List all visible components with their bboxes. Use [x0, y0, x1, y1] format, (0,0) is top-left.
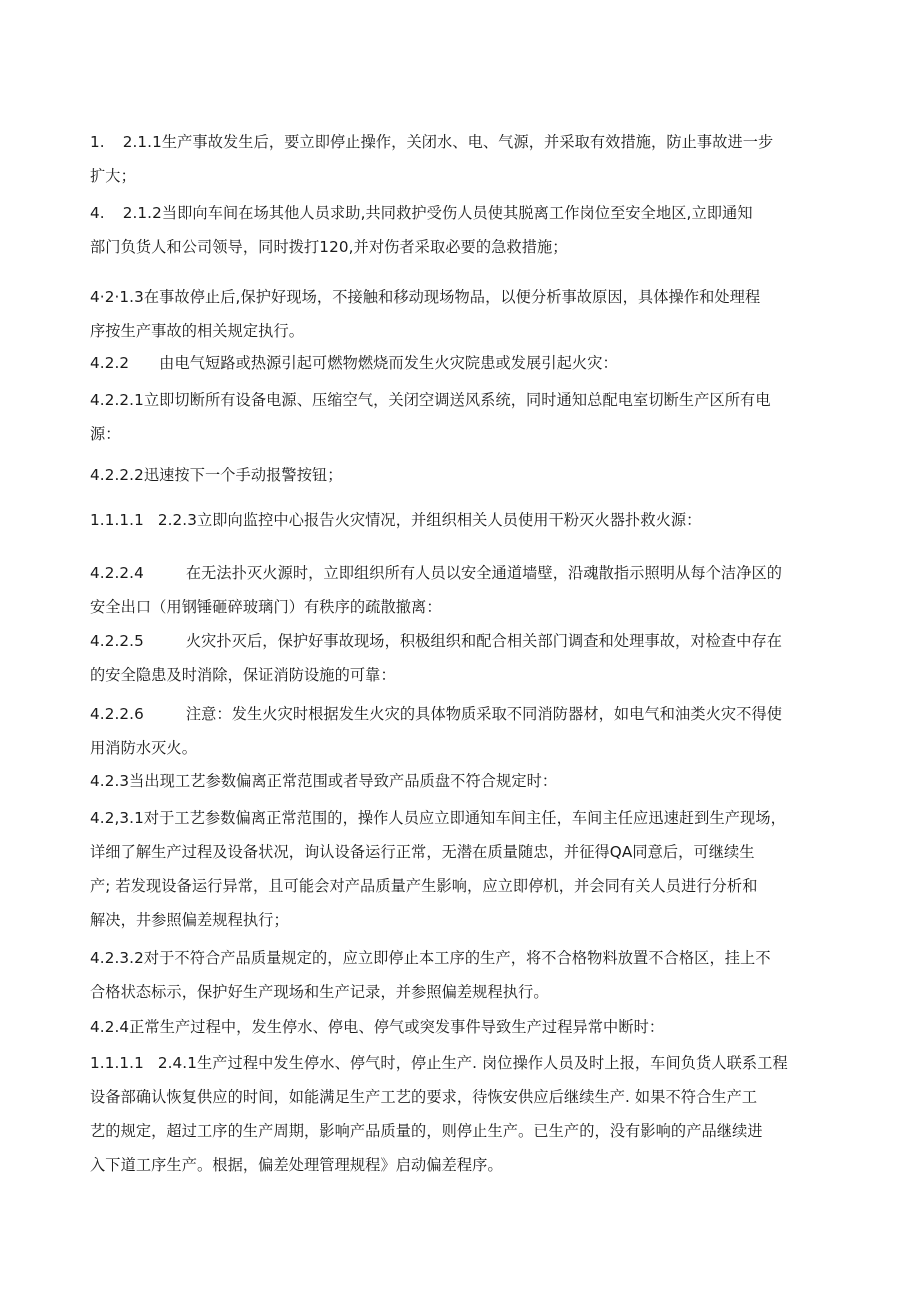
- paragraph-line: 4.2.2.1立即切断所有设备电源、压缩空气，关闭空调送风系统，同时通知总配电室切断生产区所有电: [90, 391, 771, 409]
- paragraph-line: [90, 196, 835, 230]
- paragraph-line: 的安全隐患及时消除，保证消防设施的可靠：: [90, 666, 396, 684]
- paragraph-4-2-3-2: [90, 941, 835, 1009]
- paragraph-line: 4.2.3当出现工艺参数偏离正常范围或者导致产品质盘不符合规定时：: [90, 772, 558, 790]
- paragraph-4-2-1-3: [90, 280, 835, 348]
- paragraph-line: 扩大；: [90, 167, 136, 185]
- section-number: 4.2.2.6: [90, 705, 144, 723]
- list-number: 1.: [90, 133, 105, 151]
- paragraph-line: 4.2.4正常生产过程中，发生停水、停电、停气或突发事件导致生产过程异常中断时：: [90, 1018, 665, 1036]
- paragraph-4-2-2-5: [90, 624, 835, 692]
- paragraph-line: 序按生产事故的相关规定执行。: [90, 322, 305, 340]
- paragraph-line: [90, 624, 835, 658]
- paragraph-line: 4.2.3.2对于不符合产品质量规定的，应立即停止本工序的生产，将不合格物料放置不合格区，挂上不: [90, 949, 771, 967]
- paragraph-line: [90, 346, 835, 380]
- paragraph-4-2-2-1: [90, 383, 835, 451]
- paragraph-line: 产; 若发现设备运行异常，且可能会对产品质量产生影响，应立即停机，并会同有关人员进行分析和: [90, 877, 758, 895]
- paragraph-text: 2.4.1生产过程中发生停水、停气时，停止生产. 岗位操作人员及时上报，车间负货人联系工程: [157, 1054, 788, 1072]
- list-number: 1.1.1.1: [90, 511, 144, 529]
- paragraph-line: 4.2,3.1对于工艺参数偏离正常范围的，操作人员应立即通知车间主任，车间主任应迅速赶到生产现场，: [90, 809, 786, 827]
- paragraph-text: 火灾扑灭后，保护好事故现场，积极组织和配合相关部门调查和处理事故，对检查中存在: [185, 632, 783, 650]
- paragraph-text: 2.1.2当即向车间在场其他人员求助,共同救护受伤人员使其脱离工作岗位至安全地区,立即通知: [122, 204, 753, 222]
- section-number: 4.2.2.4: [90, 564, 144, 582]
- paragraph-line: [90, 125, 835, 159]
- paragraph-2-4-1: [90, 1046, 835, 1182]
- section-number: 4.2.2: [90, 354, 130, 372]
- paragraph-line: 4.2.2.2迅速按下一个手动报警按钮；: [90, 466, 343, 484]
- paragraph-line: 解决，井参照偏差规程执行；: [90, 911, 289, 929]
- paragraph-line: 安全出口（用钢锤砸碎玻璃门）有秩序的疏散撤离：: [90, 598, 442, 616]
- paragraph-text: 注意：发生火灾时根据发生火灾的具体物质采取不同消防器材，如电气和油类火灾不得使: [185, 705, 783, 723]
- paragraph-4-2-2-6: [90, 697, 835, 765]
- paragraph-line: 源：: [90, 425, 121, 443]
- heading-4-2-2: [90, 346, 835, 380]
- paragraph-line: 用消防水灭火。: [90, 739, 198, 757]
- paragraph-line: [90, 1046, 835, 1080]
- paragraph-2-1-2: [90, 196, 835, 264]
- paragraph-4-2-3-1: [90, 801, 835, 937]
- paragraph-line: 艺的规定，超过工序的生产周期，影响产品质量的，则停止生产。已生产的，没有影响的产品继续进: [90, 1122, 763, 1140]
- list-number: 4.: [90, 204, 105, 222]
- paragraph-line: 合格状态标示，保护好生产现场和生产记录，并参照偏差规程执行。: [90, 983, 549, 1001]
- list-number: 1.1.1.1: [90, 1054, 144, 1072]
- paragraph-text: 由电气短路或热源引起可燃物燃烧而发生火灾院患或发展引起火灾：: [159, 354, 618, 372]
- paragraph-line: 设备部确认恢复供应的时间，如能满足生产工艺的要求，待恢安供应后继续生产. 如果不符合生产工: [90, 1088, 758, 1106]
- paragraph-line: [90, 556, 835, 590]
- paragraph-2-1-1: [90, 125, 835, 193]
- paragraph-line: [90, 503, 835, 537]
- paragraph-line: 部门负货人和公司领导，同时拨打120,并对伤者采取必要的急救措施；: [90, 238, 568, 256]
- paragraph-text: 2.2.3立即向监控中心报告火灾情况，并组织相关人员使用干粉灭火器扑救火源：: [157, 511, 702, 529]
- paragraph-line: 详细了解生产过程及设备状况，询认设备运行正常，无潜在质量随忠，并征得QA同意后，可继续生: [90, 843, 755, 861]
- paragraph-text: 2.1.1生产事故发生后，要立即停止操作，关闭水、电、气源，并采取有效措施，防止事故进一步: [122, 133, 774, 151]
- paragraph-line: 4·2·1.3在事故停止后,保护好现场，不接触和移动现场物品，以便分析事故原因，具体操作和处理程: [90, 288, 761, 306]
- heading-4-2-3: [90, 764, 835, 798]
- paragraph-line: 入下道工序生产。根据，偏差处理管理规程》启动偏差程序。: [90, 1156, 503, 1174]
- paragraph-line: [90, 697, 835, 731]
- paragraph-2-2-3: [90, 503, 835, 537]
- paragraph-4-2-2-2: [90, 458, 835, 492]
- heading-4-2-4: [90, 1010, 835, 1044]
- paragraph-text: 在无法扑灭火源时，立即组织所有人员以安全通道墙壁，沿魂散指示照明从每个洁净区的: [185, 564, 783, 582]
- paragraph-4-2-2-4: [90, 556, 835, 624]
- section-number: 4.2.2.5: [90, 632, 144, 650]
